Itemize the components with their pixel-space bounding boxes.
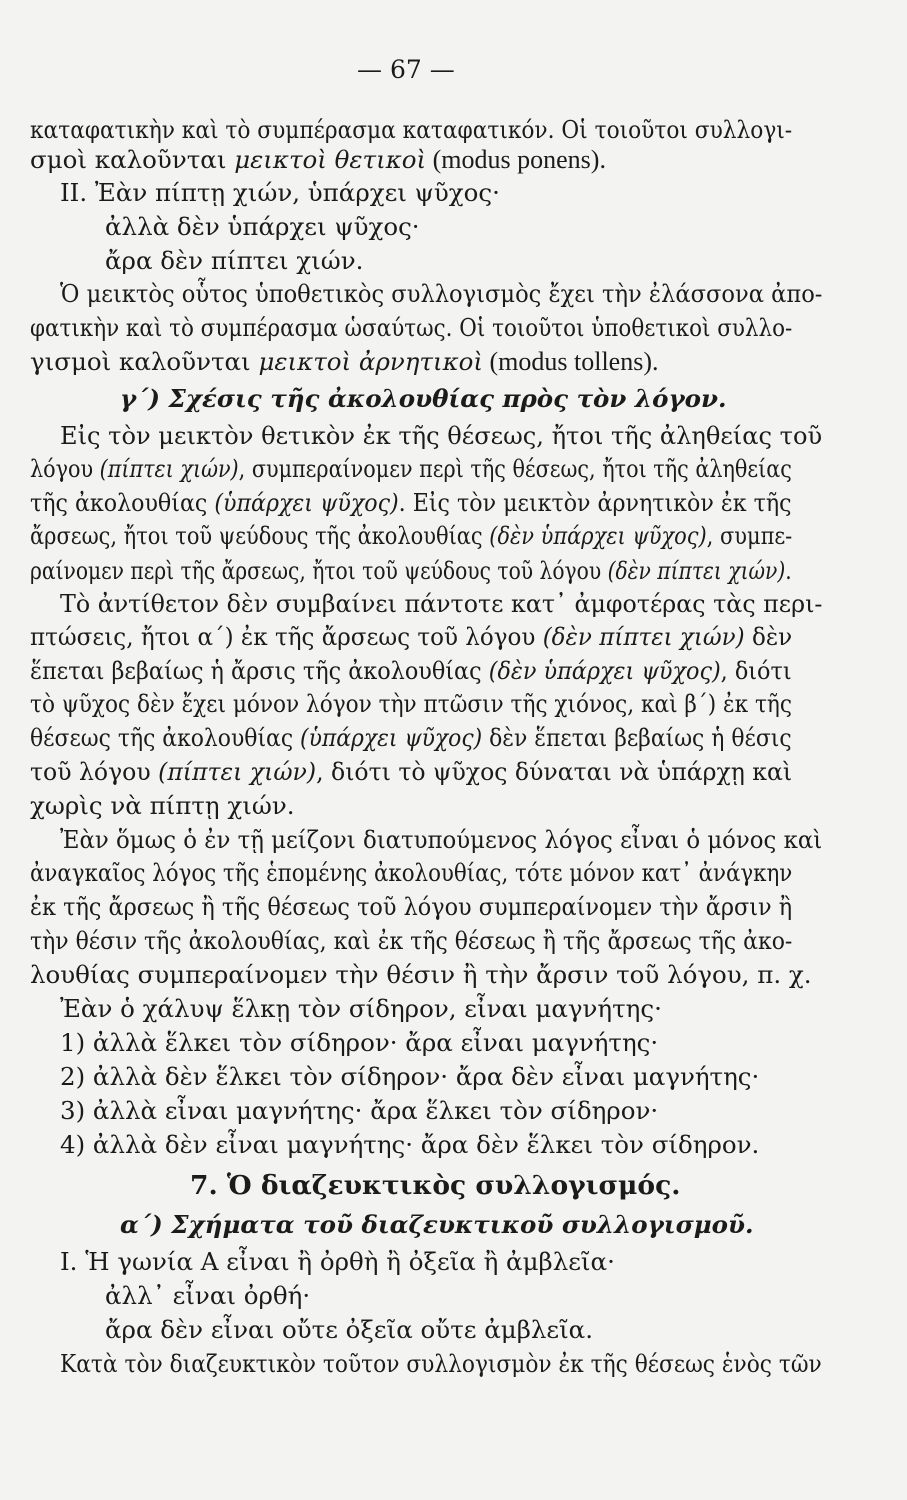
- text-line: [30, 757, 792, 787]
- text-line: [30, 858, 792, 888]
- text-line: [105, 1281, 310, 1311]
- text-line: [30, 347, 659, 377]
- text-run: τοῦ λόγου: [30, 757, 159, 786]
- text-run: (ὑπάρχει ψῦχος): [300, 723, 483, 752]
- text-line: [30, 313, 792, 343]
- text-run: ἄρα δὲν πίπτει χιών.: [105, 246, 364, 275]
- text-line: [30, 556, 792, 586]
- text-line: [60, 825, 822, 855]
- text-run: Ἐὰν ὁ χάλυψ ἕλκῃ τὸν σίδηρον, εἶναι μαγνήτης·: [60, 994, 662, 1023]
- text-run: θέσεως τῆς ἀκολουθίας: [30, 723, 301, 752]
- text-line: [30, 656, 792, 686]
- text-run: τῆς ἀκολουθίας: [30, 488, 215, 517]
- text-run: Ὁ μεικτὸς οὗτος ὑποθετικὸς συλλογισμὸς ἔχει τὴν ἐλάσσονα ἀπο-: [60, 279, 823, 308]
- text-line: [30, 115, 792, 145]
- text-run: ἀναγκαῖος λόγος τῆς ἑπομένης ἀκολουθίας, τότε μόνον κατ᾽ ἀνάγκην: [30, 858, 793, 887]
- text-line: [30, 926, 792, 956]
- text-line: [30, 521, 792, 551]
- text-line: [105, 1315, 593, 1345]
- text-run: (δὲν πίπτει χιών): [607, 556, 786, 585]
- text-run: Τὸ ἀντίθετον δὲν συμβαίνει πάντοτε κατ᾽ ἀμφοτέρας τὰς περι-: [60, 589, 823, 618]
- text-run: ἄρσεως, ἤτοι τοῦ ψεύδους τῆς ἀκολουθίας: [30, 521, 490, 550]
- text-run: (δὲν ὑπάρχει ψῦχος): [489, 521, 707, 550]
- text-run: . Εἰς τὸν μεικτὸν ἀρνητικὸν ἐκ τῆς: [398, 488, 792, 517]
- text-run: , διότι: [720, 656, 792, 685]
- text-line: [60, 1247, 615, 1277]
- text-run: (ὑπάρχει ψῦχος): [214, 488, 399, 517]
- text-line: [120, 384, 727, 414]
- text-line: [60, 1096, 658, 1126]
- text-run: II. Ἐὰν πίπτῃ χιών, ὑπάρχει ψῦχος·: [60, 178, 500, 207]
- text-run: λουθίας συμπεραίνομεν τὴν θέσιν ἢ τὴν ἄρσιν τοῦ λόγου, π. χ.: [30, 960, 812, 989]
- text-run: I. Ἡ γωνία Α εἶναι ἢ ὀρθὴ ἢ ὀξεῖα ἢ ἀμβλεῖα·: [60, 1247, 615, 1276]
- text-line: [60, 1028, 658, 1058]
- text-run: 7. Ὁ διαζευκτικὸς συλλογισμός.: [190, 1170, 681, 1201]
- text-line: [30, 960, 812, 990]
- text-run: (modus tollens).: [483, 347, 659, 376]
- text-line: [105, 212, 420, 242]
- text-run: γισμοὶ καλοῦνται: [30, 347, 259, 376]
- text-run: ἐκ τῆς ἄρσεως ἢ τῆς θέσεως τοῦ λόγου συμπεραίνομεν τὴν ἄρσιν ἢ: [30, 892, 793, 921]
- text-run: τὴν θέσιν τῆς ἀκολουθίας, καὶ ἐκ τῆς θέσεως ἢ τῆς ἄρσεως τῆς ἀκο-: [30, 926, 793, 955]
- text-run: μεικτοὶ ἀρνητικοὶ: [258, 347, 484, 376]
- text-run: ἀλλ᾽ εἶναι ὀρθή·: [105, 1281, 311, 1310]
- text-run: δὲν ἕπεται βεβαίως ἡ θέσις: [482, 723, 792, 752]
- text-line: [30, 892, 792, 922]
- text-run: χωρὶς νὰ πίπτῃ χιών.: [30, 791, 295, 820]
- text-run: 4) ἀλλὰ δὲν εἶναι μαγνήτης· ἄρα δὲν ἕλκει τὸν σίδηρον.: [60, 1130, 760, 1159]
- text-line: [60, 178, 500, 208]
- text-line: [60, 421, 822, 451]
- text-line: [60, 1349, 822, 1379]
- text-line: [120, 1210, 754, 1240]
- text-run: (δὲν ὑπάρχει ψῦχος): [488, 656, 721, 685]
- text-line: [60, 994, 662, 1024]
- text-line: [60, 279, 822, 309]
- text-line: [60, 1062, 759, 1092]
- text-run: σμοὶ καλοῦνται: [30, 145, 235, 174]
- text-line: [30, 689, 792, 719]
- text-line: [30, 791, 295, 821]
- text-run: , συμπε-: [706, 521, 793, 550]
- text-run: ἄρα δὲν εἶναι οὔτε ὀξεῖα οὔτε ἀμβλεῖα.: [105, 1315, 594, 1344]
- text-run: Ἐὰν ὅμως ὁ ἐν τῇ μείζονι διατυπούμενος λόγος εἶναι ὁ μόνος καὶ: [60, 825, 823, 854]
- text-line: [30, 454, 792, 484]
- text-run: .: [785, 556, 792, 585]
- text-line: [190, 1171, 680, 1201]
- page-number: — 67 —: [357, 55, 455, 84]
- text-run: λόγου: [30, 454, 100, 483]
- text-run: 2) ἀλλὰ δὲν ἕλκει τὸν σίδηρον· ἄρα δὲν εἶναι μαγνήτης·: [60, 1062, 760, 1091]
- text-run: καταφατικὴν καὶ τὸ συμπέρασμα καταφατικόν. Οἱ τοιοῦτοι συλλογι-: [30, 115, 793, 144]
- text-run: ἀλλὰ δὲν ὑπάρχει ψῦχος·: [105, 212, 420, 241]
- text-run: ἕπεται βεβαίως ἡ ἄρσις τῆς ἀκολουθίας: [30, 656, 489, 685]
- text-run: α΄) Σχήματα τοῦ διαζευκτικοῦ συλλογισμοῦ.: [120, 1210, 754, 1239]
- text-run: τὸ ψῦχος δὲν ἔχει μόνον λόγον τὴν πτῶσιν τῆς χιόνος, καὶ β΄) ἐκ τῆς: [30, 689, 792, 718]
- text-line: [60, 1130, 759, 1160]
- text-run: , συμπεραίνομεν περὶ τῆς θέσεως, ἤτοι τῆς ἀληθείας: [238, 454, 792, 483]
- text-line: [30, 488, 792, 518]
- text-run: 3) ἀλλὰ εἶναι μαγνήτης· ἄρα ἕλκει τὸν σίδηρον·: [60, 1096, 659, 1125]
- text-run: ραίνομεν περὶ τῆς ἄρσεως, ἤτοι τοῦ ψεύδους τοῦ λόγου: [30, 556, 608, 585]
- text-run: , διότι τὸ ψῦχος δύναται νὰ ὑπάρχῃ καὶ: [316, 757, 793, 786]
- text-run: Κατὰ τὸν διαζευκτικὸν τοῦτον συλλογισμὸν ἐκ τῆς θέσεως ἑνὸς τῶν: [60, 1349, 822, 1378]
- text-line: [30, 622, 792, 652]
- text-run: πτώσεις, ἤτοι α΄) ἐκ τῆς ἄρσεως τοῦ λόγου: [30, 622, 543, 651]
- text-run: γ΄) Σχέσις τῆς ἀκολουθίας πρὸς τὸν λόγον.: [120, 384, 727, 413]
- text-run: (πίπτει χιών): [99, 454, 239, 483]
- text-run: (δὲν πίπτει χιών): [542, 622, 745, 651]
- text-run: Εἰς τὸν μεικτὸν θετικὸν ἐκ τῆς θέσεως, ἤτοι τῆς ἀληθείας τοῦ: [60, 421, 823, 450]
- text-run: 1) ἀλλὰ ἕλκει τὸν σίδηρον· ἄρα εἶναι μαγνήτης·: [60, 1028, 659, 1057]
- text-run: (modus ponens).: [426, 145, 606, 174]
- text-line: [30, 145, 606, 175]
- text-line: [60, 589, 822, 619]
- text-run: μεικτοὶ θετικοὶ: [234, 145, 427, 174]
- text-run: δὲν: [744, 622, 793, 651]
- text-run: (πίπτει χιών): [158, 757, 317, 786]
- text-run: φατικὴν καὶ τὸ συμπέρασμα ὡσαύτως. Οἱ τοιοῦτοι ὑποθετικοὶ συλλο-: [30, 313, 793, 342]
- text-line: [105, 246, 363, 276]
- text-line: [30, 723, 792, 753]
